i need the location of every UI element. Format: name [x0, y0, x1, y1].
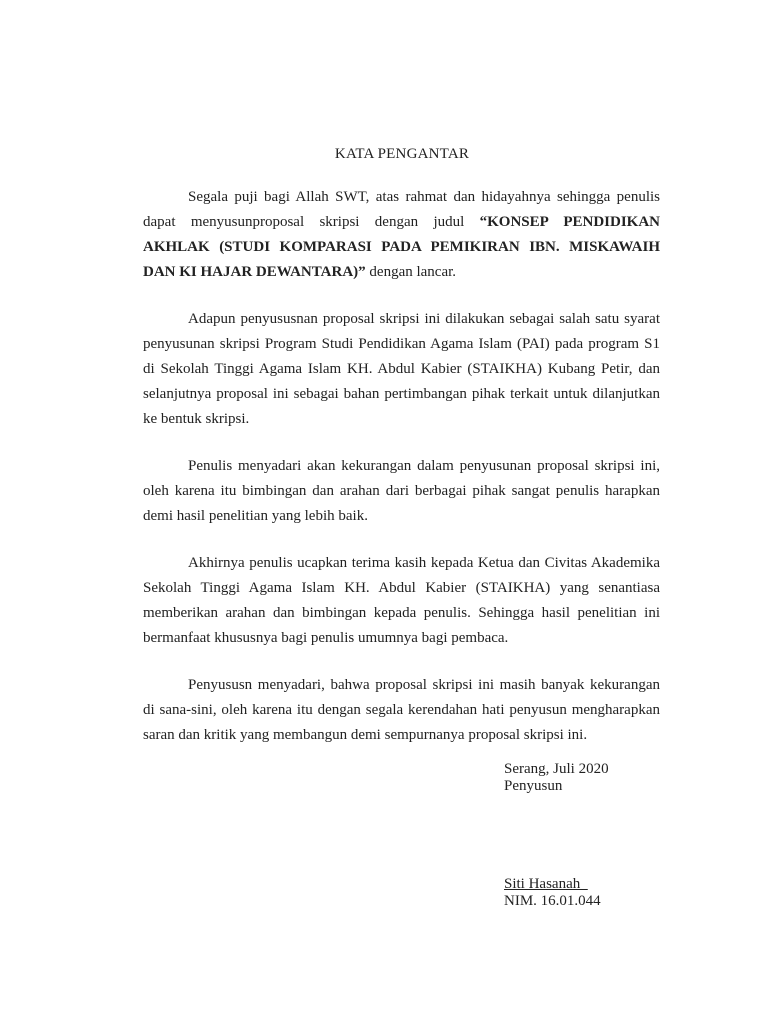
paragraph-1-intro: Segala puji bagi Allah SWT, atas rahmat dan hidayahnya sehingga penulis dapat menyusunproposal skripsi dengan judul [143, 189, 660, 230]
paragraph-5: Penyususn menyadari, bahwa proposal skripsi ini masih banyak kekurangan di sana-sini, oleh karena itu dengan segala kerendahan hati penyusun mengharapkan saran dan kritik yang membangun demi sempurnanya proposal skripsi ini. [143, 677, 660, 743]
signature-nim: NIM. 16.01.044 [504, 893, 601, 909]
thesis-title: “KONSEP PENDIDIKAN AKHLAK (STUDI KOMPARASI PADA PEMIKIRAN IBN. MISKAWAIH DAN KI HAJAR DEWANTARA)” [143, 214, 660, 280]
paragraph-1 [143, 185, 660, 285]
paragraph-1-outro: dengan lancar. [365, 264, 457, 280]
page-title: KATA PENGANTAR [334, 146, 470, 162]
signature-place-date: Serang, Juli 2020 [504, 761, 609, 777]
signature-name: Siti Hasanah [504, 876, 588, 892]
body-text [143, 185, 660, 748]
paragraph-3: Penulis menyadari akan kekurangan dalam penyusunan proposal skripsi ini, oleh karena itu bimbingan dan arahan dari berbagai pihak sangat penulis harapkan demi hasil penelitian yang lebih baik. [143, 458, 660, 524]
paragraph-2: Adapun penyususnan proposal skripsi ini dilakukan sebagai salah satu syarat penyusunan skripsi Program Studi Pendidikan Agama Islam (PAI) pada program S1 di Sekolah Tinggi Agama Islam KH. Abdul Kabier (STAIKHA) Kubang Petir, dan selanjutnya proposal ini sebagai bahan pertimbangan pihak terkait untuk dilanjutkan ke bentuk skripsi. [143, 311, 660, 427]
paragraph-4: Akhirnya penulis ucapkan terima kasih kepada Ketua dan Civitas Akademika Sekolah Tinggi Agama Islam KH. Abdul Kabier (STAIKHA) yang senantiasa memberikan arahan dan bimbingan kepada penulis. Sehingga hasil penelitian ini bermanfaat khususnya bagi penulis umumnya bagi pembaca. [143, 555, 660, 646]
signature-role: Penyusun [504, 778, 563, 794]
